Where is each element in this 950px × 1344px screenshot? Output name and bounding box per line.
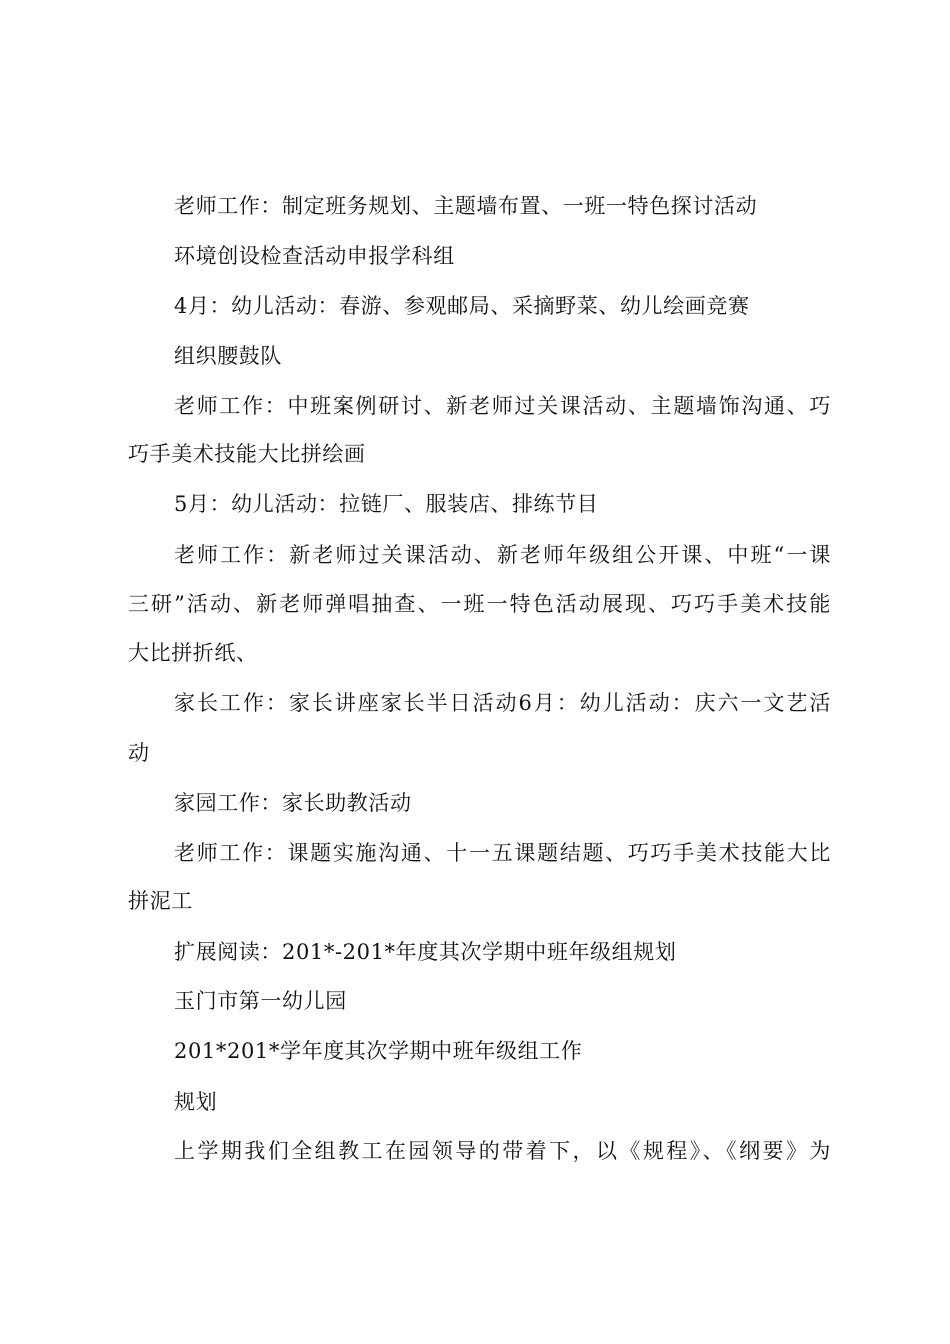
text-line: 扩展阅读：201*-201*年度其次学期中班年级组规划 (174, 940, 677, 964)
text-line: 老师工作：新老师过关课活动、新老师年级组公开课、中班“一课 (174, 543, 831, 567)
text-line: 拼泥工 (128, 889, 193, 913)
text-line: 环境创设检查活动申报学科组 (174, 244, 455, 268)
text-line: 4月：幼儿活动：春游、参观邮局、采摘野菜、幼儿绘画竞赛 (174, 294, 750, 318)
text-line: 组织腰鼓队 (174, 344, 282, 368)
text-line: 大比拼折纸、 (128, 641, 258, 665)
text-line: 玉门市第一幼儿园 (174, 989, 347, 1013)
text-line: 老师工作：中班案例研讨、新老师过关课活动、主题墙饰沟通、巧 (174, 394, 831, 418)
text-line: 201*201*学年度其次学期中班年级组工作 (174, 1039, 583, 1063)
text-line: 规划 (174, 1090, 218, 1114)
text-line: 5月：幼儿活动：拉链厂、服装店、排练节目 (174, 492, 599, 516)
text-line: 老师工作：制定班务规划、主题墙布置、一班一特色探讨活动 (174, 194, 758, 218)
text-line: 动 (128, 741, 150, 765)
text-line: 上学期我们全组教工在园领导的带着下，以《规程》、《纲要》为 (174, 1139, 831, 1163)
text-line: 巧手美术技能大比拼绘画 (128, 442, 366, 466)
text-line: 家园工作：家长助教活动 (174, 791, 412, 815)
text-line: 家长工作：家长讲座家长半日活动6月：幼儿活动：庆六一文艺活 (174, 691, 831, 715)
text-line: 三研”活动、新老师弹唱抽查、一班一特色活动展现、巧巧手美术技能 (128, 592, 831, 616)
text-line: 老师工作：课题实施沟通、十一五课题结题、巧巧手美术技能大比 (174, 841, 831, 865)
